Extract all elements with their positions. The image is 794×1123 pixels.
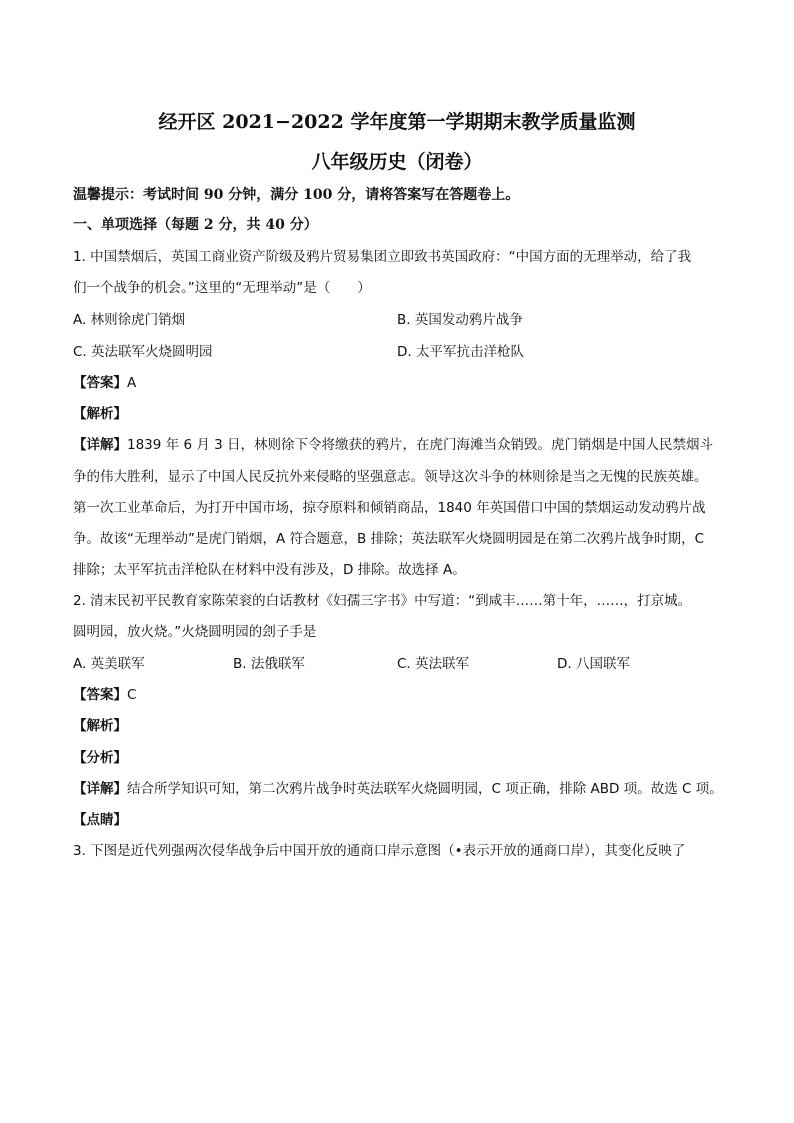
q2-answer-tag: 【答案】 [73, 687, 127, 703]
q2-detail-line1 [73, 780, 723, 798]
q1-option-b: B. 英国发动鸦片战争 [397, 312, 523, 328]
q2-dianjing-tag: 【点睛】 [73, 812, 127, 828]
q1-detail-line2: 争的伟大胜利，显示了中国人民反抗外来侵略的坚强意志。领导这次斗争的林则徐是当之无愧的民族英雄。 [73, 469, 708, 485]
q1-answer-row [73, 374, 723, 392]
q2-detail-text1: 结合所学知识可知，第二次鸦片战争时英法联军火烧圆明园，C 项正确，排除 ABD 项。故选 C 项。 [127, 781, 723, 797]
q1-detail-line1 [73, 436, 723, 454]
q1-option-c: C. 英法联军火烧圆明园 [73, 344, 213, 360]
q1-stem-line1: 1. 中国禁烟后，英国工商业资产阶级及鸦片贸易集团立即致书英国政府：“中国方面的无理举动，给了我 [73, 249, 692, 265]
q1-detail-line4: 争。故该“无理举动”是虎门销烟，A 符合题意，B 排除；英法联军火烧圆明园是在第二次鸦片战争时期，C [73, 531, 704, 547]
q2-stem-line1: 2. 清末民初平民教育家陈荣衮的白话教材《妇孺三字书》中写道：“到咸丰……第十年，……，打京城。 [73, 593, 692, 609]
q1-detail-tag: 【详解】 [73, 437, 127, 453]
q1-detail-line5: 排除；太平军抗击洋枪队在材料中没有涉及，D 排除。故选择 A。 [73, 562, 466, 578]
q2-option-d: D. 八国联军 [557, 656, 630, 672]
q2-fenxi-tag: 【分析】 [73, 750, 127, 766]
q1-answer-value: A [127, 375, 137, 391]
q1-answer-tag: 【答案】 [73, 375, 127, 391]
q2-analysis-row [73, 717, 723, 735]
q1-analysis-row [73, 405, 723, 423]
q3-stem-line1: 3. 下图是近代列强两次侵华战争后中国开放的通商口岸示意图（•表示开放的通商口岸），其变化反映了 [73, 843, 686, 859]
q1-analysis-tag: 【解析】 [73, 406, 127, 422]
q2-stem-line2: 圆明园，放火烧。”火烧圆明园的刽子手是 [73, 624, 317, 640]
q1-option-a: A. 林则徐虎门销烟 [73, 312, 186, 328]
q2-analysis-tag: 【解析】 [73, 718, 127, 734]
page-title: 经开区 2021−2022 学年度第一学期期末教学质量监测 [158, 111, 636, 133]
q2-option-b: B. 法俄联军 [233, 656, 305, 672]
q2-fenxi-row [73, 749, 723, 767]
q2-detail-tag: 【详解】 [73, 781, 127, 797]
section-title: 一、单项选择（每题 2 分，共 40 分） [73, 217, 318, 233]
q1-option-d: D. 太平军抗击洋枪队 [397, 344, 524, 360]
page-subtitle: 八年级历史（闭卷） [311, 151, 483, 173]
q2-option-a: A. 英美联军 [73, 656, 145, 672]
q2-answer-value: C [127, 687, 137, 703]
q1-stem-line2: 们一个战争的机会。”这里的“无理举动”是（ ） [73, 280, 371, 296]
q2-option-c: C. 英法联军 [397, 656, 470, 672]
q2-answer-row [73, 686, 723, 704]
q1-detail-text1: 1839 年 6 月 3 日，林则徐下令将缴获的鸦片，在虎门海滩当众销毁。虎门销烟是中国人民禁烟斗 [127, 437, 713, 453]
exam-notice: 温馨提示：考试时间 90 分钟，满分 100 分，请将答案写在答题卷上。 [73, 187, 520, 203]
q2-dianjing-row [73, 811, 723, 829]
q1-detail-line3: 第一次工业革命后，为打开中国市场，掠夺原料和倾销商品，1840 年英国借口中国的禁烟运动发动鸦片战 [73, 500, 706, 516]
